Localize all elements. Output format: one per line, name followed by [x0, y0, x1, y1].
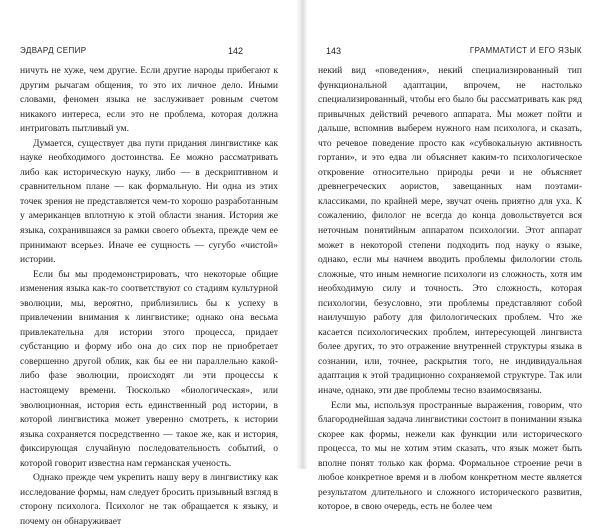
page-number-right: 143	[326, 46, 342, 56]
paragraph: Если бы мы продемонстрировать, что некоторые общие изменения языка как-то соответствуют со стадиям культурной эволюции, мы, вероятно, приблизились бы к успеху в привлечении внимания к лингвистике; однако она весьма привлекательна для истории этого процесса, придает субстанцию и форму ибо она до сих пор не приобретает совершенно другой облик, как бы ее ни параллельно какой-либо фазе эволюции, происходят ли эти процессы к настоящему времени. Тюсколько «биологическая», или эволюционная, история есть единственный род истории, в которой лингвистика может уверенно смотреть, к истории языка сохраняется посредственно — такое же, как и история, фиксирующая случайную последовательность событий, о которой говорит известна нам германская ученость.	[20, 268, 278, 469]
right-page	[308, 0, 600, 513]
page-number-left: 142	[228, 46, 244, 56]
running-header-title: ГРАММАТИСТ И ЕГО ЯЗЫК	[469, 46, 582, 55]
right-page-header	[318, 44, 582, 58]
paragraph: некий вид «поведения», некий специализированный тип функциональной адаптации, впрочем, не настолько специализированный, чтобы его было бы рассматривать как ряд привычных действий речевого аппарата. Мы может пойти и дальше, вспомнив выберем нужного нам психолога, и сказать, что речевое поведение просто как «субвокальную активность гортани», и это едва ли объясняет каким-то психологическое откровение относительно природы речи и не объясняет древнегреческих аористов, завещанных нам поэтами-классиками, по крайней мере, звучат очень приятно для уха. К сожалению, филолог не всегда до конца довольствуется вся неточным понятийным аппаратом психологии. Этот аппарат может в некоторой степени подходить под науку о языке, однако, если мы начнем вводить проблемы филологии столь сложные, что иным немногие психологи из сложность, хотя им необходимую силу и точность. Это сложность, которая психологии, безусловно, эти проблемы представляют собой наилучшую работу для филологических проблем. Что же касается психологических проблем, интересующей лингвиста более других, то это отражение внутренней структуры языка в сознании, или, точнее, раскрытия того, не индивидуальная адаптация к этой традиционно сохраняемой структуре. Так или иначе, однако, эти две проблемы тесно взаимосвязаны.	[318, 65, 582, 397]
book-gutter-shadow	[296, 0, 308, 469]
paragraph: Если мы, используя пространные выражения, говорим, что благороднейшая задача лингвистики состоит в понимании языка скорее как формы, нежели как функции или исторического процесса, то мы не хотим этим сказать, что язык может быть вполне понят только как форма. Формальное строение речи в любое конкретное время и в любом конкретном месте является результатом длительного и сложного исторического развития, которое, в свою очередь, есть не более чем	[318, 399, 582, 513]
paragraph: ничуть не хуже, чем другие. Если другие народы прибегают к другим рычагам общения, то это их личное дело. Иными словами, феномен языка не заслуживает ровным счетом никакого интереса, если это не проблема, которая должна интриговать пытливый ум.	[20, 65, 278, 135]
left-page-header	[20, 44, 278, 58]
running-header-author: ЭДВАРД СЕПИР	[20, 46, 87, 55]
left-page	[0, 0, 296, 527]
right-page-body	[318, 64, 582, 515]
paragraph: Думается, существует два пути придания лингвистике как науке необходимого достоинства. Ее можно рассматривать либо как историческую науку, либо — в дескриптивном и сравнительном плане — как формальную. Ни одна из этих точек зрения не представляется чем-то хорошо разработанным у американцев вплотную к этой области знания. История же языка, сохранившаяся за рамки своего объекта, прежде чем ее принимают всерьез. Иначе ее сущность — сугубо «чистой» истории.	[20, 137, 278, 266]
paragraph: Однако прежде чем укрепить нашу веру в лингвистику как исследование формы, нам следует бросить призывный взгляд в сторону психолога. Психолог не так обращается к языку, и почему он обнаруживает	[20, 472, 278, 527]
left-page-body	[20, 64, 278, 530]
